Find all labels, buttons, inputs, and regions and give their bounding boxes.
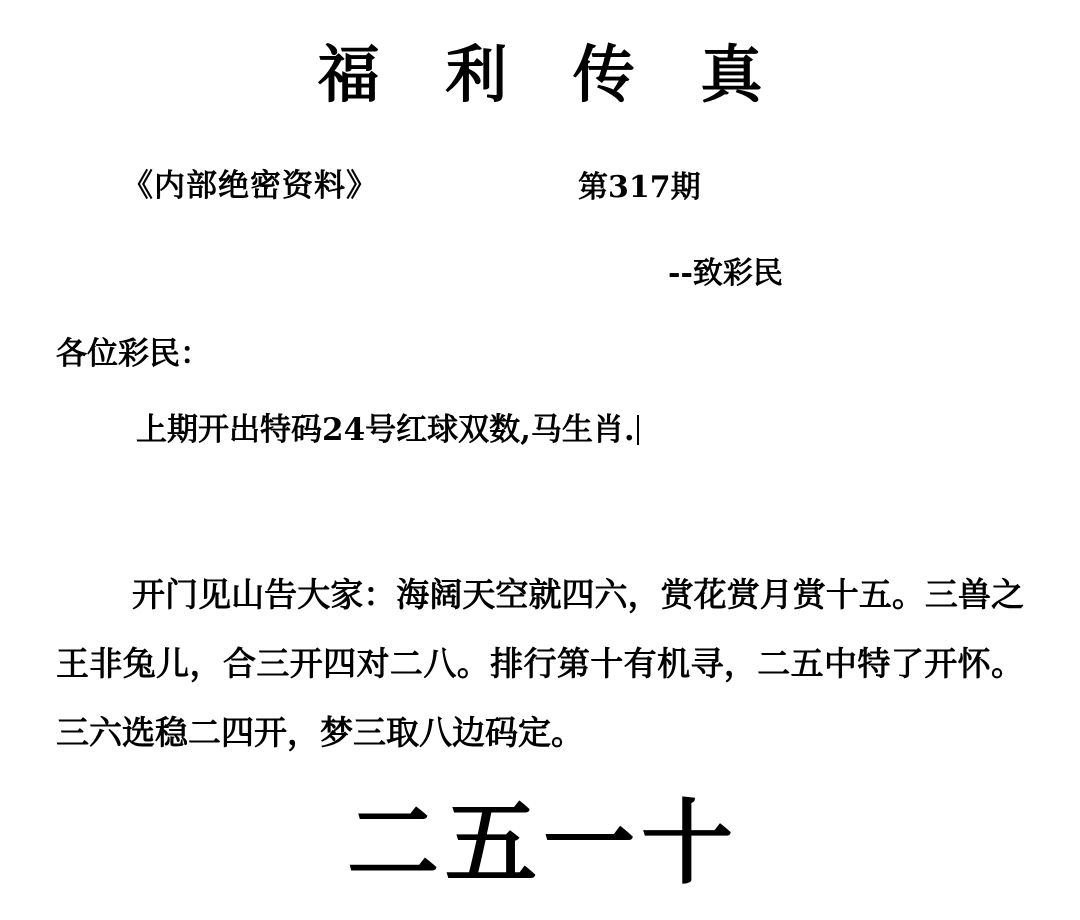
page-title: 福 利 传 真 <box>317 38 785 111</box>
dedication-line: --致彩民 <box>668 256 783 291</box>
last-draw-line <box>136 404 639 449</box>
last-draw-text: 上期开出特码24号红球双数,马生肖. <box>136 412 635 448</box>
highlight-number: 二五一十 <box>346 790 739 897</box>
subheader-row <box>0 160 1080 204</box>
document-subtitle: 《内部绝密资料》 <box>122 168 378 204</box>
text-caret <box>637 415 639 445</box>
body-paragraph: 开门见山告大家：海阔天空就四六，赏花赏月赏十五。三兽之王非兔儿，合三开四对二八。排行第十有机寻，二五中特了开怀。三六选稳二四开，梦三取八边码定。 <box>56 575 1024 752</box>
issue-number: 第317期 <box>578 170 701 205</box>
salutation-line: 各位彩民： <box>56 336 211 372</box>
